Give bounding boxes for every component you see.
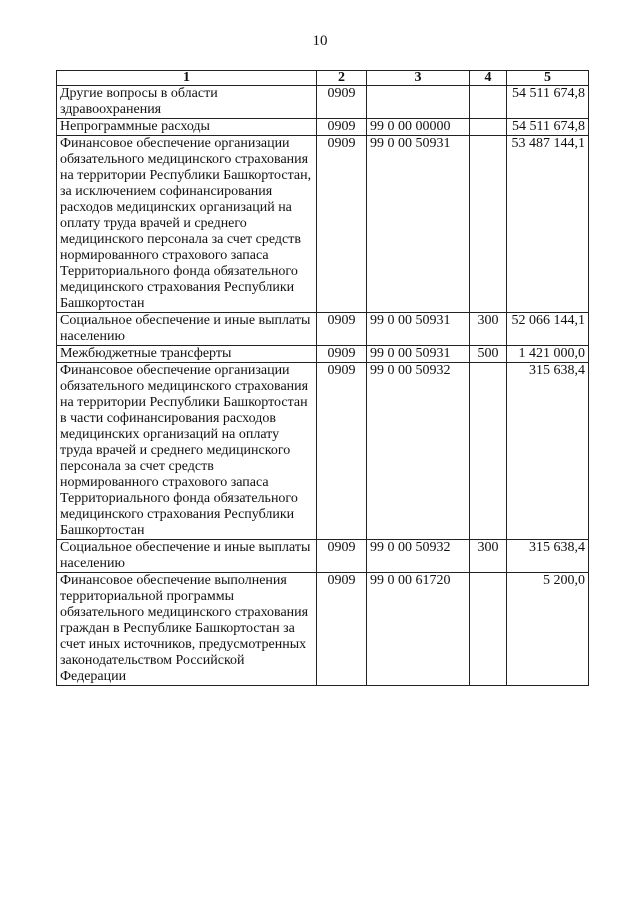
row-amount: 315 638,4 [507,363,589,540]
row-name: Межбюджетные трансферты [57,346,317,363]
row-article: 99 0 00 50932 [367,540,470,573]
row-section: 0909 [317,86,367,119]
row-kind [470,136,507,313]
row-amount: 52 066 144,1 [507,313,589,346]
row-section: 0909 [317,346,367,363]
row-amount: 1 421 000,0 [507,346,589,363]
row-kind: 300 [470,540,507,573]
header-col-3: 3 [367,71,470,86]
header-col-2: 2 [317,71,367,86]
table-row [57,119,589,136]
row-amount: 53 487 144,1 [507,136,589,313]
table-row [57,136,589,313]
row-kind: 300 [470,313,507,346]
row-article: 99 0 00 61720 [367,573,470,686]
row-name: Социальное обеспечение и иные выплаты населению [57,540,317,573]
row-article: 99 0 00 50931 [367,346,470,363]
row-amount: 315 638,4 [507,540,589,573]
row-amount: 54 511 674,8 [507,86,589,119]
row-section: 0909 [317,119,367,136]
row-name: Финансовое обеспечение организации обязательного медицинского страхования на территории Республики Башкортостан в части софинансирования расходов медицинских организаций на оплату труда врачей и среднего медицинского персонала за счет средств нормированного страхового запаса Территориального фонда обязательного медицинского страхования Республики Башкортостан [57,363,317,540]
row-kind [470,119,507,136]
page-number: 10 [312,33,328,49]
row-kind [470,573,507,686]
row-name: Финансовое обеспечение выполнения территориальной программы обязательного медицинского страхования граждан в Республике Башкортостан за счет иных источников, предусмотренных законодательством Российской Федерации [57,573,317,686]
header-row [57,71,589,86]
table-row [57,313,589,346]
table-row [57,346,589,363]
budget-table [56,70,589,686]
header-col-4: 4 [470,71,507,86]
row-article: 99 0 00 50931 [367,313,470,346]
row-article: 99 0 00 50932 [367,363,470,540]
row-section: 0909 [317,573,367,686]
row-amount: 5 200,0 [507,573,589,686]
row-section: 0909 [317,540,367,573]
table-row [57,540,589,573]
row-section: 0909 [317,313,367,346]
row-kind [470,363,507,540]
row-name: Социальное обеспечение и иные выплаты населению [57,313,317,346]
row-name: Финансовое обеспечение организации обязательного медицинского страхования на территории Республики Башкортостан, за исключением софинансирования расходов медицинских организаций на оплату труда врачей и среднего медицинского персонала за счет средств нормированного страхового запаса Территориального фонда обязательного медицинского страхования Республики Башкортостан [57,136,317,313]
row-name: Непрограммные расходы [57,119,317,136]
row-section: 0909 [317,363,367,540]
row-article: 99 0 00 50931 [367,136,470,313]
table-row [57,363,589,540]
row-name: Другие вопросы в области здравоохранения [57,86,317,119]
header-col-5: 5 [507,71,589,86]
row-kind: 500 [470,346,507,363]
header-col-1: 1 [57,71,317,86]
row-kind [470,86,507,119]
row-section: 0909 [317,136,367,313]
row-article: 99 0 00 00000 [367,119,470,136]
row-article [367,86,470,119]
table-row [57,573,589,686]
row-amount: 54 511 674,8 [507,119,589,136]
table-row [57,86,589,119]
